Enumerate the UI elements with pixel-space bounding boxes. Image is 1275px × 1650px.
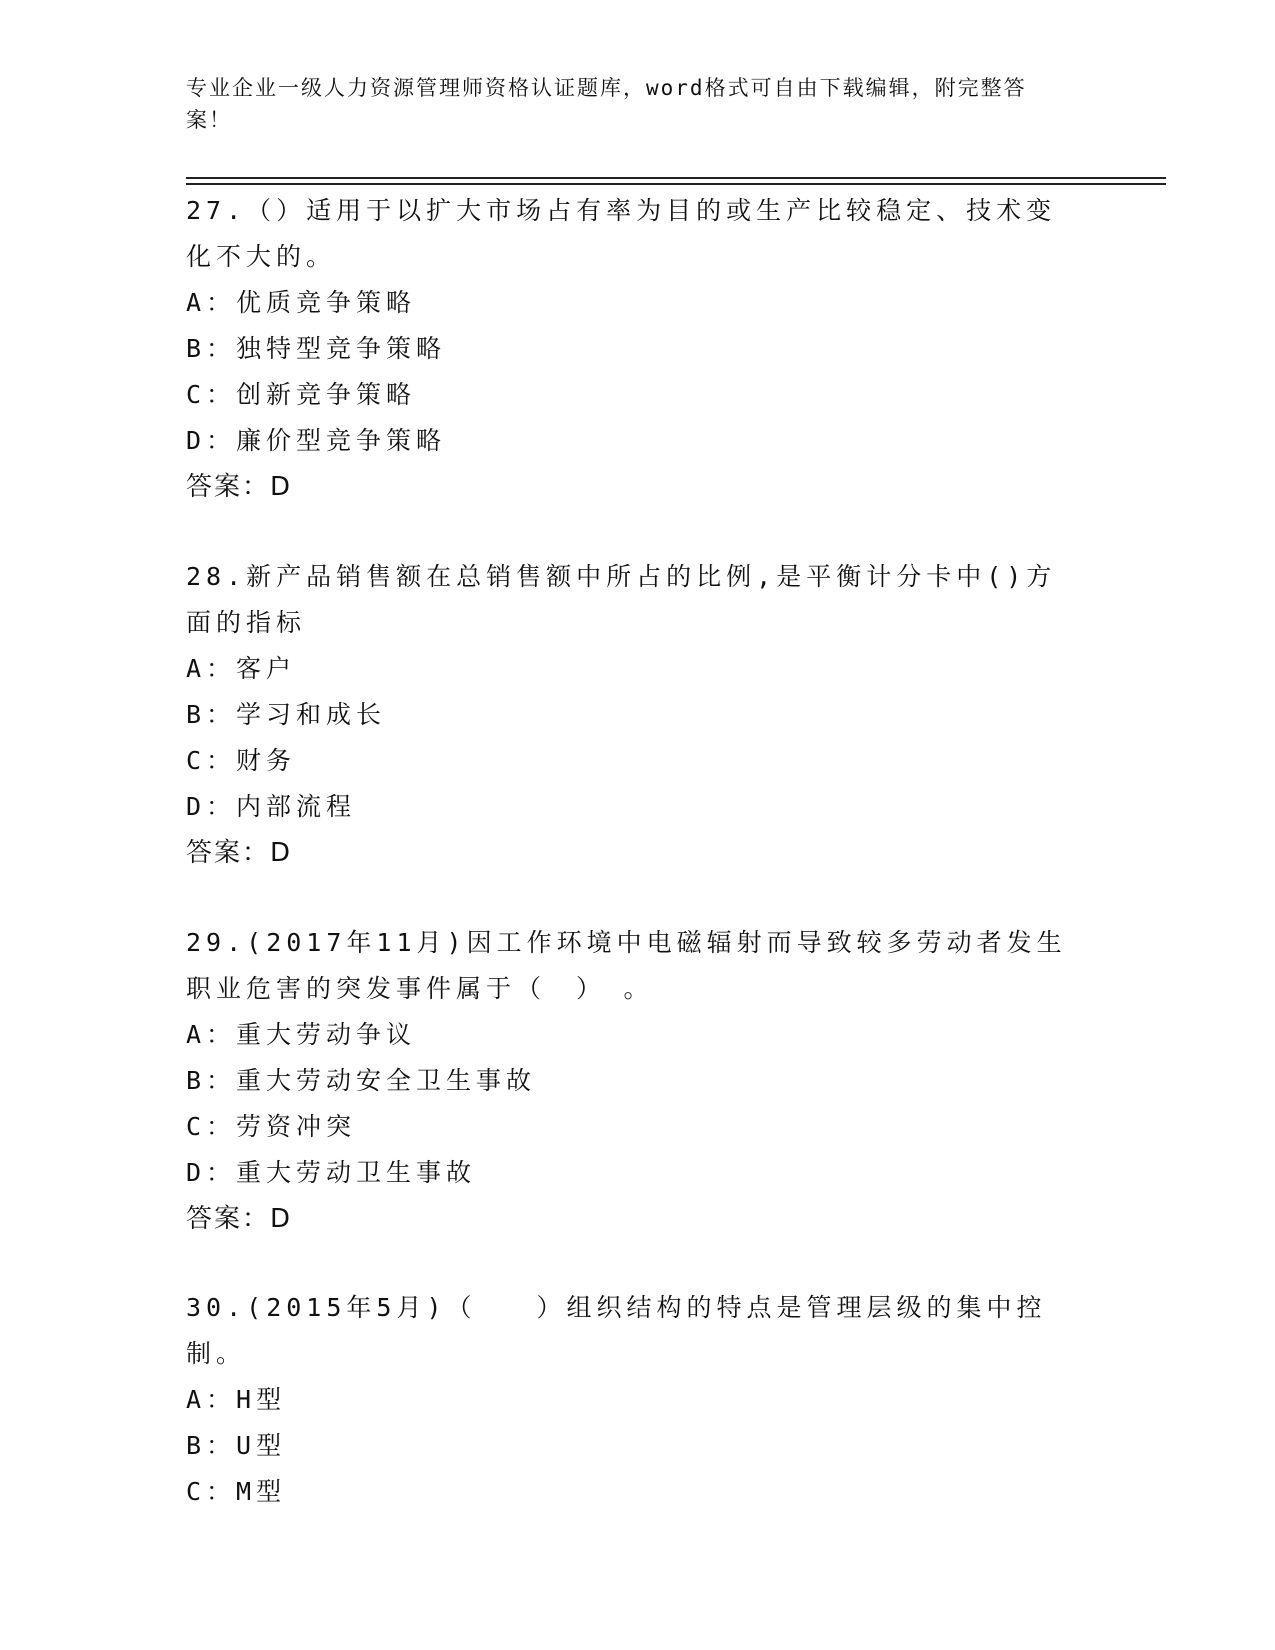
header-divider-bottom	[186, 183, 1166, 185]
question-30	[186, 1285, 1086, 1515]
option-a: A：优质竞争策略	[186, 288, 417, 317]
option-a: A：H型	[186, 1385, 287, 1414]
question-text: 29.(2017年11月)因工作环境中电磁辐射而导致较多劳动者发生职业危害的突发事件属于（ ） 。	[186, 928, 1067, 1003]
question-text: 27.（）适用于以扩大市场占有率为目的或生产比较稳定、技术变化不大的。	[186, 196, 1057, 271]
option-d: D：重大劳动卫生事故	[186, 1158, 477, 1187]
question-27	[186, 188, 1086, 510]
answer: 答案：D	[186, 472, 293, 502]
option-b: B：学习和成长	[186, 700, 387, 729]
question-text: 28.新产品销售额在总销售额中所占的比例,是平衡计分卡中()方面的指标	[186, 562, 1057, 637]
option-c: C：财务	[186, 746, 297, 775]
document-header: 专业企业一级人力资源管理师资格认证题库，word格式可自由下载编辑，附完整答案！	[186, 76, 1027, 132]
answer: 答案：D	[186, 1204, 293, 1234]
option-c: C：创新竞争策略	[186, 380, 417, 409]
document-page	[186, 0, 1166, 1650]
option-b: B：重大劳动安全卫生事故	[186, 1066, 537, 1095]
question-28	[186, 554, 1086, 876]
question-29	[186, 920, 1086, 1242]
option-a: A：重大劳动争议	[186, 1020, 417, 1049]
option-b: B：U型	[186, 1431, 287, 1460]
option-d: D：廉价型竞争策略	[186, 426, 447, 455]
answer: 答案：D	[186, 838, 293, 868]
header-divider-top	[186, 177, 1166, 179]
option-d: D：内部流程	[186, 792, 357, 821]
option-c: C：劳资冲突	[186, 1112, 357, 1141]
option-c: C：M型	[186, 1477, 287, 1506]
question-text: 30.(2015年5月)（ ）组织结构的特点是管理层级的集中控制。	[186, 1293, 1047, 1368]
option-b: B：独特型竞争策略	[186, 334, 447, 363]
option-a: A：客户	[186, 654, 297, 683]
